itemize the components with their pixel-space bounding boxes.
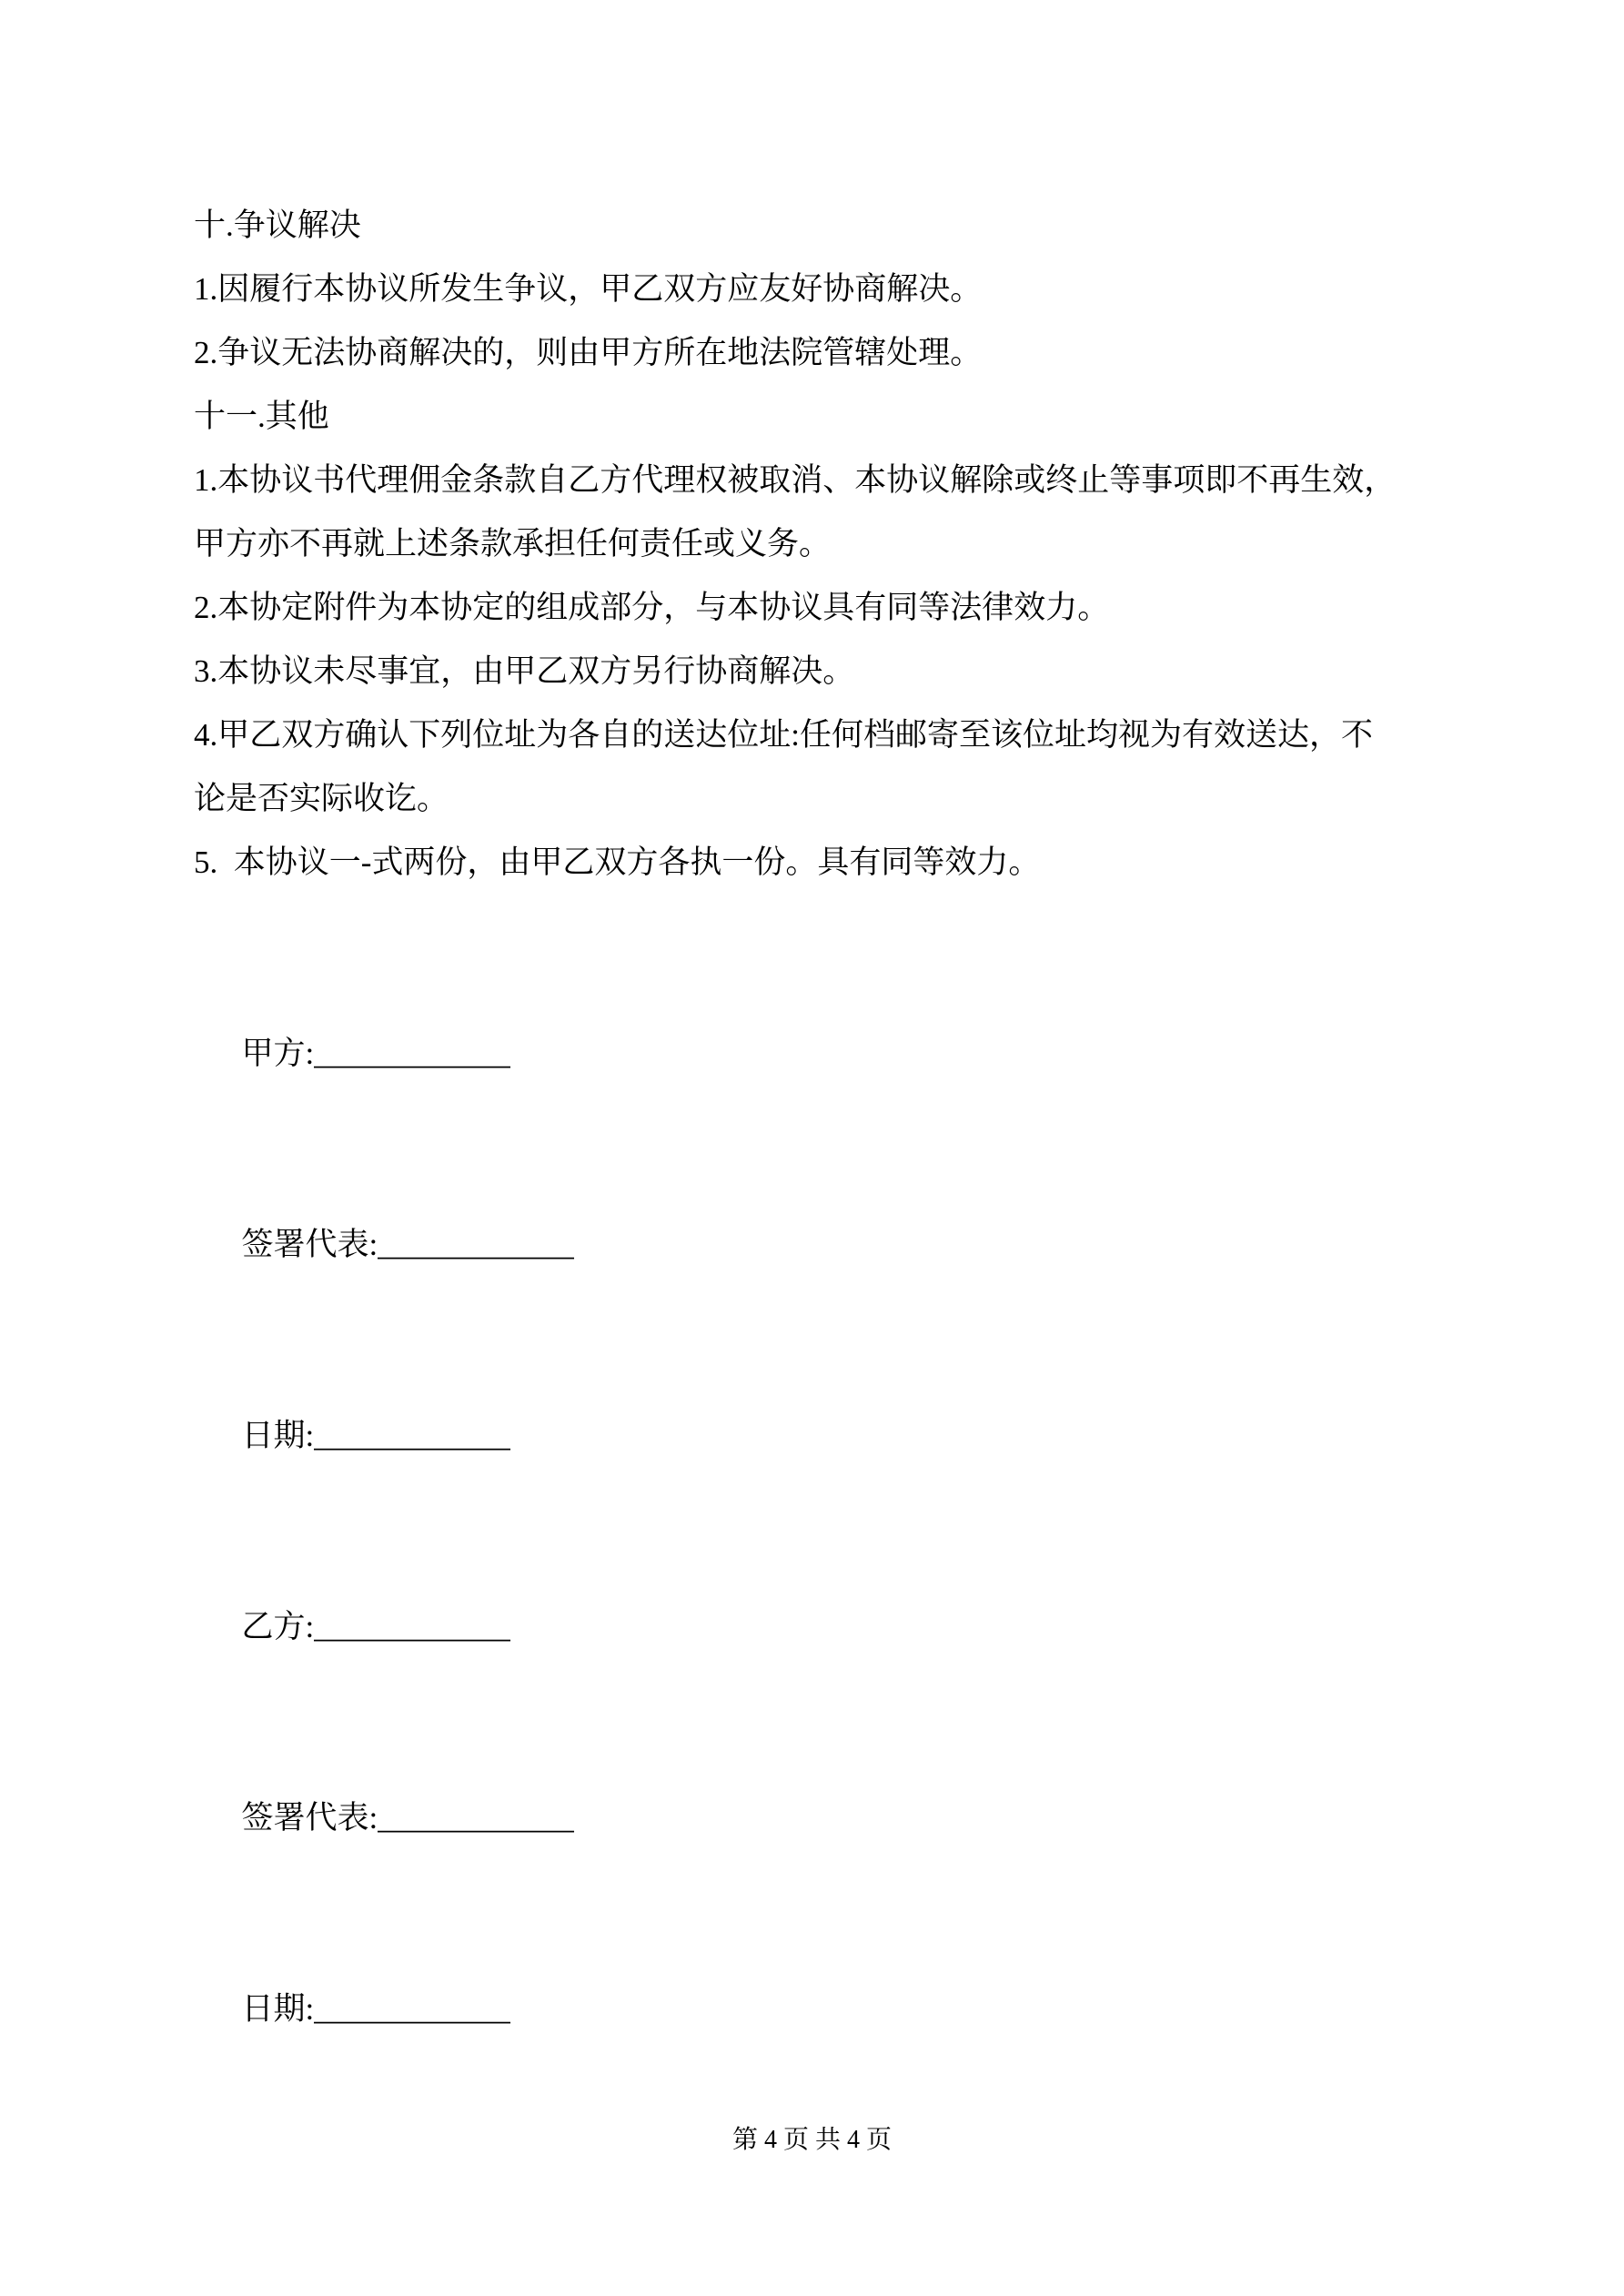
- signature-party-b-label: 乙方:: [241, 1609, 315, 1644]
- signature-rep-b-label: 签署代表:: [241, 1800, 378, 1836]
- blank-line-spacer: [194, 895, 1428, 958]
- signature-rep-a: [194, 1149, 1428, 1340]
- clause-dispute-2: 2.争议无法协商解决的，则由甲方所在地法院管辖处理。: [194, 335, 983, 370]
- signature-rep-b: [194, 1723, 1428, 1914]
- clause-others-3: 3.本协议未尽事宜，由甲乙双方另行协商解决。: [194, 653, 855, 689]
- contract-body: [194, 194, 1428, 2105]
- section-heading-others: 十一.其他: [194, 399, 329, 434]
- signature-party-b-blank-line: ____________: [314, 1609, 511, 1644]
- signature-party-a-blank-line: ____________: [314, 1036, 511, 1071]
- clause-others-2: 2.本协定附件为本协定的组成部分，与本协议具有同等法律效力。: [194, 590, 1110, 625]
- signature-date-a-blank-line: ____________: [314, 1418, 511, 1453]
- signature-rep-a-blank-line: ____________: [378, 1227, 575, 1262]
- signature-rep-a-label: 签署代表:: [241, 1227, 378, 1262]
- clause-others-4-line1: 4.甲乙双方确认下列位址为各自的送达位址:任何档邮寄至该位址均视为有效送达，不: [194, 717, 1373, 753]
- page-footer: 第 4 页 共 4 页: [731, 2126, 892, 2154]
- signature-rep-b-blank-line: ____________: [378, 1800, 575, 1836]
- signature-date-b-label: 日期:: [241, 1991, 315, 2027]
- signature-party-a: [194, 958, 1428, 1149]
- signature-date-b: [194, 1914, 1428, 2105]
- signature-date-b-blank-line: ____________: [314, 1991, 511, 2027]
- signature-date-a: [194, 1340, 1428, 1532]
- clause-others-4-line2: 论是否实际收讫。: [194, 781, 449, 816]
- clause-others-1-line1: 1.本协议书代理佣金条款自乙方代理权被取消、本协议解除或终止等事项即不再生效，: [194, 462, 1397, 498]
- signature-party-a-label: 甲方:: [241, 1036, 315, 1071]
- signature-party-b: [194, 1532, 1428, 1723]
- clause-others-1-line2: 甲方亦不再就上述条款承担任何责任或义务。: [194, 526, 832, 561]
- clause-dispute-1: 1.因履行本协议所发生争议，甲乙双方应友好协商解决。: [194, 271, 983, 307]
- clause-others-5: 5. 本协议一-式两份，由甲乙双方各执一份。具有同等效力。: [194, 845, 1041, 880]
- signature-date-a-label: 日期:: [241, 1418, 315, 1453]
- section-heading-dispute-resolution: 十.争议解决: [194, 207, 361, 243]
